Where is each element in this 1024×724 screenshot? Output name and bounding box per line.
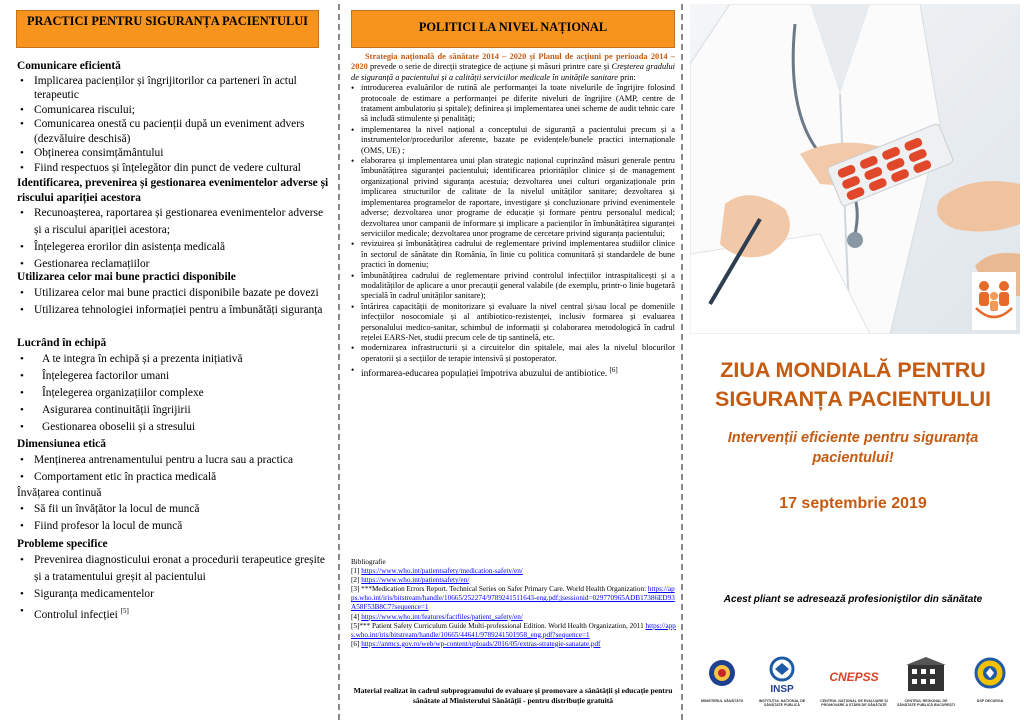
bib-link[interactable]: https://apps.who.int/iris/bitstream/handle/10665/44641/9789241501958_eng.pdf?sequence=1 [351,621,676,639]
section-title: Utilizarea celor mai bune practici disponibile [17,271,236,283]
bib-entry [351,567,677,576]
list-item: • Menținerea antrenamentului pentru a lucra sau a practica [17,452,331,469]
bib-entry [351,613,677,622]
section-title: Lucrând în echipă [17,337,107,349]
ministry-seal-icon [700,655,744,703]
section-communication [17,59,331,175]
left-panel [0,0,336,724]
partner-logos [702,655,1014,715]
list-item: • Gestionarea oboselii și a stresului [17,419,331,436]
logo-caption: CENTRUL REGIONAL DE SĂNĂTATE PUBLICĂ BUCUREȘTI [897,699,955,708]
bibliography [351,558,677,649]
logo-caption: DSP DECURGA [976,699,1004,703]
bib-link[interactable]: https://www.who.int/patientsafety/en/ [361,576,470,585]
section-best-practices [17,270,331,319]
intro-text: prevede o serie de direcții strategice de acțiune și măsuri printre care și [367,62,612,72]
bibliography-title: Bibliografie [351,558,386,566]
list-item: • Gestionarea reclamațiilor [17,256,331,273]
list-item: • Comunicarea riscului; [17,103,331,118]
bib-link[interactable]: https://apps.who.int/iris/bitstream/handle/10665/252274/9789241511643-eng.pdf;jsessionid=029770965ADB17386ED93A58F53B8C7?sequence=1 [351,585,675,612]
list-item: • Siguranța medicamentelor [17,586,331,603]
list-item: • Implicarea pacienților și îngrijitorilor ca parteneri în actul terapeutic [17,74,331,103]
list-item: • Fiind respectuos și înțelegător din punct de vedere cultural [17,161,331,176]
section-ethics [17,437,331,486]
footnote: Material realizat în cadrul subprogramului de evaluare și promovare a sănătății și educație pentru sănătate al Ministerului Sănătății - pentru distribuție gratuită [353,686,673,705]
bib-prefix: [3] ***Medication Errors Report. Technical Series on Safer Primary Care. World Health Organization: [351,585,648,594]
bib-link[interactable]: https://anmcs.gov.ro/web/wp-content/uploads/2016/05/extras-strategie-sanatate.pdf [361,639,601,648]
logo-caption: CENTRUL NAȚIONAL DE EVALUARE ȘI PROMOVARE A STĂRII DE SĂNĂTATE [820,699,888,708]
insp-logo-icon [758,655,806,708]
cnepss-logo-icon [820,655,888,708]
section-title: Învățarea continuă [17,487,102,499]
building-logo-icon [897,655,955,708]
bib-entry [351,622,677,640]
bib-entry [351,585,677,612]
event-date: 17 septembrie 2019 [779,495,927,512]
patient-safety-icon [972,272,1016,330]
bib-prefix: [2] [351,576,362,585]
list-item: • Înțelegerea erorilor din asistența medicală [17,239,331,256]
bib-link[interactable]: https://www.who.int/features/factfiles/patient_safety/en/ [361,612,523,621]
reference-marker: [5] [120,606,129,615]
bib-link[interactable]: https://www.who.int/patientsafety/medication-safety/en/ [361,567,523,576]
title-line: SIGURANȚA PACIENTULUI [715,387,991,411]
policy-item [351,364,675,380]
list-item: • Recunoașterea, raportarea și gestionarea evenimentelor adverse și a riscului apariției acestora; [17,205,331,239]
bib-prefix: [5]*** Patient Safety Curriculum Guide Multi-professional Edition. World Health Organization, 2011 [351,621,646,630]
list-item: • Fiind profesor la locul de muncă [17,518,331,535]
strategy-name: Strategia națională de sănătate 2014 – 2020 și Planul de acțiuni pe perioada 2014 – 2020 [351,52,675,72]
section-title: Probleme specifice [17,538,108,550]
list-item-text: Controlul infecției [34,608,118,621]
section-specific-problems [17,537,331,623]
policy-item: • îmbunătățirea cadrului de reglementare privind controlul infecțiilor intraspitalicești și a modalităților de aplicare a unor precauții general valabile (de exemplu, printr-o linie bugetară specială în cadrul unităților sanitare); [351,271,675,302]
bib-prefix: [6] [351,639,362,648]
list-item: • Asigurarea continuității îngrijirii [17,402,331,419]
section-title: Identificarea, prevenirea și gestionarea evenimentelor adverse și riscului apariției acestora [17,177,329,204]
doctor-patient-photo [690,4,1020,334]
logo-caption: INSTITUTUL NAȚIONAL DE SĂNĂTATE PUBLICĂ [758,699,806,708]
reference-marker: [6] [609,366,618,375]
policy-item: • modernizarea infrastructurii și a circuitelor din spitalele, mai ales la nivelul blocurilor operatorii și a secțiilor de terapie intensivă și postoperator. [351,343,675,364]
list-item: • Înțelegerea organizațiilor complexe [17,385,331,402]
section-continuous-learning [17,486,331,535]
list-item: • Utilizarea celor mai bune practici disponibile bazate pe dovezi [17,285,331,302]
policy-text [351,52,675,380]
section-title: Comunicare eficientă [17,60,121,72]
insp-text: INSP [770,684,794,695]
main-title [688,356,1018,414]
policy-item: • introducerea evaluărilor de rutină ale performanței la toate nivelurile de îngrijire folosind protocoale de estimare a performanței pe diferite niveluri de îngrijire (AMP, centre de tratament ambulatoriu și spitale); definirea și implementarea unei scheme de audit tehnic care să includă stimulente și penalități; [351,83,675,125]
bib-prefix: [1] [351,567,362,576]
list-item: • Înțelegerea factorilor umani [17,368,331,385]
intro-italic: Creșterea gradului de siguranță a pacientului și a calității serviciilor medicale în unitățile sanitare [351,62,675,82]
policy-item: • elaborarea și implementarea unui plan strategic național cuprinzând măsuri generale pentru îmbunătățirea siguranței pacientului; identificarea priorităților clinice și de management organizațional privind siguranța acestuia; dezvoltarea unei culturi organizaționale prin implicarea structurilor de calitate de la nivelul unităților sanitare; dezvoltarea și implementarea programelor de raportare, investigare și concluzionare privind evenimentele adverse; dezvoltarea unor programe de educație și formare pentru personalul medical; dezvoltarea unor campanii de informare și implicare a pacienților în îmbunătățirea siguranței serviciilor medicale; dezvoltarea unor programe de cercetare privind siguranța pacientului; [351,156,675,239]
section-adverse-events [17,176,331,273]
left-header: PRACTICI PENTRU SIGURANȚA PACIENTULUI [16,10,319,48]
policy-item-text: informarea-educarea populației împotriva abuzului de antibiotice. [361,369,608,380]
intro-text-end: prin: [617,72,636,82]
list-item: • A te integra în echipă și a prezenta inițiativă [17,351,331,368]
section-teamwork [17,336,331,436]
cnepss-text: CNEPSS [829,670,879,684]
list-item: • Prevenirea diagnosticului eronat a procedurii terapeutice greșite și a tratamentului greșit al pacientului [17,552,331,586]
list-item: • Să fii un învățător la locul de muncă [17,501,331,518]
list-item: • Comportament etic în practica medicală [17,469,331,486]
bib-entry [351,576,677,585]
policy-item: • întărirea capacității de monitorizare și evaluare la nivel central și/sau local pe domeniile infecțiilor nosocomiale și al antibiotico-rezistenței, inclusiv formarea și evaluarea personalului medico-sanitar, schimbul de informații și colaborarea metodologică în cadrul rețelei EARS-Net, studii precum cele de tip santinelă, etc. [351,302,675,344]
fold-line-1 [338,4,340,720]
middle-header: POLITICI LA NIVEL NAȚIONAL [351,10,675,48]
logo-caption: MINISTERUL SĂNĂTĂȚII [700,699,744,703]
bib-prefix: [4] [351,612,362,621]
section-title: Dimensiunea etică [17,438,106,450]
list-item: • Utilizarea tehnologiei informației pentru a îmbunătăți siguranța [17,302,331,319]
photo-illustration [690,4,1020,334]
audience-note: Acest pliant se adresează profesioniștilor din sănătate [723,594,983,605]
list-item: • Comunicarea onestă cu pacienții după un eveniment advers (dezvăluire deschisă) [17,117,331,146]
title-line: ZIUA MONDIALĂ PENTRU [720,358,986,382]
subtitle: Intervenții eficiente pentru siguranța pacientului! [727,430,979,466]
list-item [17,603,331,624]
right-panel [682,0,1024,724]
middle-panel [341,0,680,724]
bib-entry [351,640,677,649]
dsp-seal-icon [970,655,1010,703]
policy-item: • revizuirea și îmbunătățirea cadrului de reglementare privind implementarea studiilor clinice în sectorul de sănătate din România, în linie cu politica comunitară și standardele de bune practici în domeniu; [351,239,675,270]
policy-item: • implementarea la nivel național a conceptului de siguranță a pacientului precum și a instrumentelor/procedurilor aferente, bazate pe evidențele/bunele practici internaționale (OMS, UE) ; [351,125,675,156]
list-item: • Obținerea consimțământului [17,146,331,161]
